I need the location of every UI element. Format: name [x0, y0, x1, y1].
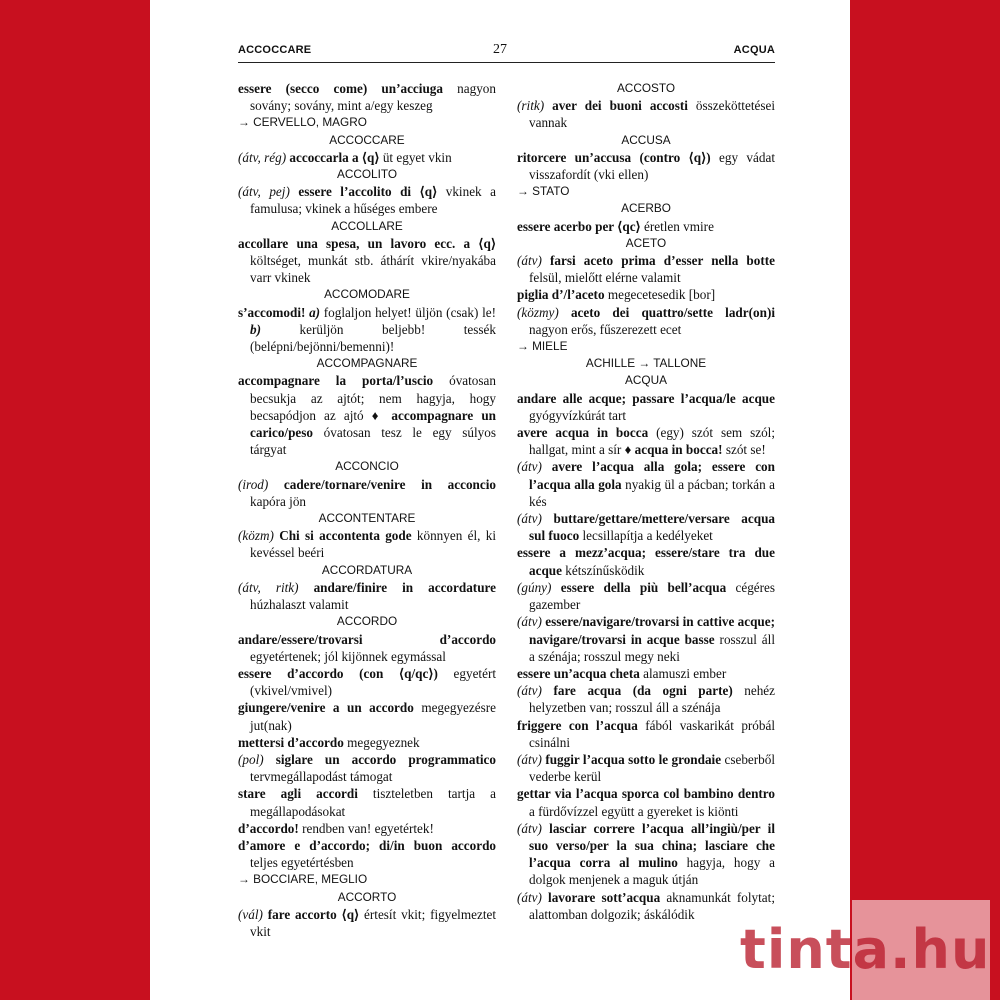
dictionary-entry: essere acerbo per ⟨qc⟩ éretlen vmire	[517, 218, 714, 234]
dictionary-entry: accompagnare la porta/l’uscio óvatosan becsukja az ajtót; nem hagyja, hogy becsapódjon az ajtó ♦ accompagnare un carico/peso óvatosan tesz le egy súlyos tárgyat	[238, 373, 496, 458]
headword: ACCOMPAGNARE	[316, 356, 418, 371]
dictionary-entry: (átv) lavorare sott’acqua aknamunkát folytat; alattomban dolgozik; áskálódik	[517, 889, 775, 922]
dictionary-entry: andare alle acque; passare l’acqua/le acque gyógyvízkúrát tart	[517, 390, 775, 423]
dictionary-entry: stare agli accordi tiszteletben tartja a megállapodásokat	[238, 786, 496, 819]
header-rule	[238, 62, 775, 63]
dictionary-page	[150, 0, 850, 1000]
headword: ACQUA	[625, 373, 667, 388]
page-number: 27	[493, 42, 507, 57]
dictionary-entry: piglia d’/l’aceto megecetesedik [bor]	[517, 287, 716, 303]
dictionary-entry: (átv) farsi aceto prima d’esser nella botte felsül, mielőtt elérne valamit	[517, 253, 775, 286]
dictionary-entry: s’accomodi! a) foglaljon helyet! üljön (csak) le! b) kerüljön beljebb! tessék (belépni/bejönni/bemenni)!	[238, 304, 496, 355]
dictionary-entry: (átv) avere l’acqua alla gola; essere con l’acqua alla gola nyakig ül a pácban; torkán a kés	[517, 459, 775, 509]
dictionary-entry: (közmy) aceto dei quattro/sette ladr(on)i nagyon erős, fűszerezett ecet	[517, 304, 775, 337]
dictionary-entry: (átv, rég) accoccarla a ⟨q⟩ üt egyet vkin	[238, 149, 452, 165]
headword: ACHILLE → TALLONE	[585, 356, 707, 371]
watermark-logo: tinta.hu	[740, 918, 991, 981]
cross-reference: → CERVELLO, MAGRO	[238, 115, 367, 130]
dictionary-entry: avere acqua in bocca (egy) szót sem szól; hallgat, mint a sír ♦ acqua in bocca! szót se!	[517, 425, 776, 458]
headword: ACCOLLARE	[331, 218, 403, 233]
headword: ACCONCIO	[335, 459, 399, 474]
dictionary-entry: (átv) fare acqua (da ogni parte) nehéz helyzetben van; rosszul áll a szénája	[517, 683, 776, 716]
dictionary-entry: d’accordo! rendben van! egyetértek!	[238, 820, 434, 836]
dictionary-entry: (átv) essere/navigare/trovarsi in cattive acque; navigare/trovarsi in acque basse rosszul áll a szénája; rosszul megy neki	[517, 614, 776, 664]
running-head-left: ACCOCCARE	[238, 44, 312, 56]
headword: ACCOCCARE	[329, 132, 405, 147]
headword: ACCONTENTARE	[318, 511, 416, 526]
dictionary-entry: essere un’acqua cheta alamuszi ember	[517, 665, 727, 681]
headword: ACCOLITO	[336, 167, 398, 182]
headword: ACCORDO	[336, 614, 398, 629]
dictionary-entry: essere d’accordo (con ⟨q/qc⟩) egyetért (vkivel/vmivel)	[238, 665, 497, 699]
dictionary-entry: essere (secco come) un’acciuga nagyon sovány; sovány, mint a/egy keszeg	[238, 81, 496, 114]
dictionary-entry: d’amore e d’accordo; di/in buon accordo teljes egyetértésben	[238, 837, 496, 871]
dictionary-entry: (pol) siglare un accordo programmatico tervmegállapodást támogat	[238, 751, 496, 785]
dictionary-entry: (gúny) essere della più bell’acqua cégéres gazember	[517, 579, 776, 613]
headword: ACCORDATURA	[321, 562, 413, 577]
dictionary-entry: andare/essere/trovarsi d’accordo egyetértenek; jól kijönnek egymással	[238, 631, 496, 664]
dictionary-entry: accollare una spesa, un lavoro ecc. a ⟨q⟩ költséget, munkát stb. áthárít vkire/nyakába varr vkinek	[238, 235, 496, 286]
dictionary-entry: (átv) fuggir l’acqua sotto le grondaie cseberből vederbe kerül	[517, 751, 776, 785]
dictionary-entry: ritorcere un’accusa (contro ⟨q⟩) egy vádat visszafordít (vki ellen)	[517, 149, 775, 183]
headword: ACCOMODARE	[324, 287, 410, 302]
headword: ACCUSA	[621, 132, 671, 147]
dictionary-entry: friggere con l’acqua fából vaskarikát próbál csinálni	[517, 717, 776, 750]
headword: ACCORTO	[337, 889, 397, 904]
right-column	[517, 80, 775, 923]
dictionary-entry: (irod) cadere/tornare/venire in acconcio kapóra jön	[238, 476, 497, 509]
dictionary-entry: (közm) Chi si accontenta gode könnyen él, ki kevéssel beéri	[238, 528, 496, 561]
dictionary-entry: giungere/venire a un accordo megegyezésre jut(nak)	[238, 700, 496, 733]
dictionary-entry: mettersi d’accordo megegyeznek	[238, 734, 420, 750]
cross-reference: → MIELE	[517, 339, 568, 354]
headword: ACCOSTO	[616, 81, 676, 95]
left-column	[238, 80, 496, 940]
running-head-right: ACQUA	[733, 44, 775, 56]
dictionary-entry: (ritk) aver dei buoni accosti összeköttetései vannak	[517, 98, 775, 131]
dictionary-entry: (átv) buttare/gettare/mettere/versare acqua sul fuoco lecsillapítja a kedélyeket	[517, 511, 775, 544]
headword: ACETO	[625, 235, 667, 250]
dictionary-entry: (átv) lasciar correre l’acqua all’ingiù/per il suo verso/per la sua china; lasciare che l’acqua corra al mulino hagyja, hogy a dolgok menjenek a maguk útján	[517, 820, 775, 888]
dictionary-entry: (vál) fare accorto ⟨q⟩ értesít vkit; figyelmeztet vkit	[238, 906, 496, 939]
dictionary-entry: essere a mezz’acqua; essere/stare tra due acque kétszínűsködik	[517, 545, 775, 578]
dictionary-entry: (átv, ritk) andare/finire in accordature húzhalaszt valamit	[238, 579, 496, 613]
headword: ACERBO	[621, 201, 671, 216]
dictionary-entry: gettar via l’acqua sporca col bambino dentro a fürdővízzel együtt a gyereket is kiönti	[517, 786, 775, 819]
cross-reference: → STATO	[517, 184, 570, 199]
cross-reference: → BOCCIARE, MEGLIO	[238, 872, 368, 887]
dictionary-entry: (átv, pej) essere l’accolito di ⟨q⟩ vkinek a famulusa; vkinek a hűséges embere	[238, 184, 497, 217]
